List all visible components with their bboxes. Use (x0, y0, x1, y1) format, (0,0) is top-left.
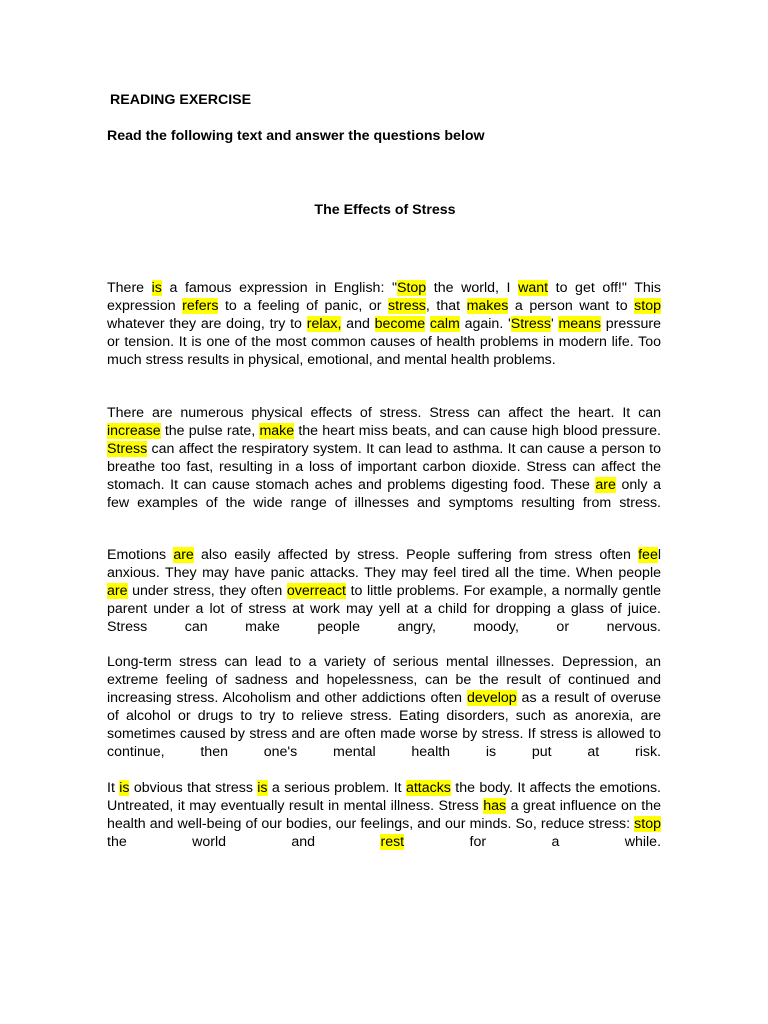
text-segment: a person want to (508, 297, 635, 314)
text-segment: whatever they are doing, try to (107, 315, 307, 332)
text-segment: can affect the respiratory system. It can lead to asthma. It can cause a person to breathe too fast, resulting in a loss of important carbon dioxide. Stress can affect the stomach. It can cause stomach aches and problems digesting food. These (107, 440, 661, 493)
text-segment: and (341, 315, 375, 332)
highlighted-word: is (119, 780, 130, 796)
text-segment: also easily affected by stress. People suffering from stress often (193, 547, 639, 563)
text-segment: obvious that stress (129, 780, 258, 796)
highlighted-word: Stress (107, 440, 148, 457)
paragraph-3 (107, 547, 661, 637)
text-segment: It (107, 780, 120, 796)
highlighted-word: increase (107, 422, 161, 439)
text-segment: l anxious. They may have panic attacks. They may feel tired all the time. When people (107, 547, 661, 581)
highlighted-word: is (257, 780, 268, 796)
exercise-heading: READING EXERCISE (110, 92, 252, 108)
text-segment: only a few examples of the wide range of illnesses and symptoms resulting from stress. (107, 476, 661, 511)
instruction-text: Read the following text and answer the questions below (107, 128, 485, 144)
highlighted-word: become (374, 315, 426, 332)
highlighted-word: makes (466, 297, 509, 314)
text-segment: the heart miss beats, and can cause high blood pressure. (294, 422, 661, 439)
paragraph-5 (107, 780, 661, 852)
text-segment: Long-term stress can lead to a variety of serious mental illnesses. Depression, an extreme feeling of sadness and hopelessness, can be the result of continued and increasing stress. Alcoholism and other addictions often (107, 654, 661, 706)
highlighted-word: overreact (286, 582, 346, 599)
highlighted-word: rest (380, 833, 405, 850)
text-segment: a serious problem. It (267, 780, 406, 796)
text-segment: pressure or tension. It is one of the most common causes of health problems in modern life. Too much stress results in physical, emotional, and mental health problems. (107, 315, 661, 368)
text-segment: There (107, 280, 152, 296)
highlighted-word: is (151, 280, 162, 296)
highlighted-word: refers (182, 297, 219, 314)
text-segment: the pulse rate, (160, 422, 260, 439)
highlighted-word: means (558, 315, 602, 332)
highlighted-word: stress (388, 297, 426, 314)
paragraph-4 (107, 654, 661, 761)
text-segment: the body. It affects the emotions. Untreated, it may eventually result in mental illness. Stress (107, 780, 661, 814)
paragraph-1 (107, 280, 661, 370)
highlighted-word: Stress (510, 315, 551, 332)
text-segment: to little problems. For example, a normally gentle parent under a lot of stress at work may yell at a child for dropping a glass of juice. Stress can make people angry, moody, or nervous. (107, 582, 661, 635)
text-segment: ' (550, 315, 559, 332)
text-segment: for a while. (404, 833, 662, 850)
highlighted-word: make (259, 422, 295, 439)
highlighted-word: has (483, 797, 507, 814)
text-segment: under stress, they often (127, 582, 287, 599)
text-title: The Effects of Stress (314, 202, 456, 218)
highlighted-word: fee (638, 547, 658, 563)
highlighted-word: stop (634, 815, 661, 832)
text-segment: the world, I (426, 280, 519, 296)
text-segment: as a result of overuse of alcohol or drugs to try to relieve stress. Eating disorders, such as anorexia, are sometimes caused by stress and are often made worse by stress. If stress is allowed to continue, then one's mental health is put at risk. (107, 689, 661, 760)
text-segment: the world and (107, 833, 381, 850)
text-segment: a great influence on the health and well-being of our bodies, our feelings, and our minds. So, reduce stress: (107, 797, 661, 832)
text-segment: to a feeling of panic, or (218, 297, 389, 314)
highlighted-word: Stop (397, 280, 427, 296)
text-segment: a famous expression in English: " (161, 280, 398, 296)
paragraph-2 (107, 405, 661, 512)
highlighted-word: are (595, 476, 616, 493)
highlighted-word: are (173, 547, 194, 563)
highlighted-word: are (107, 582, 128, 599)
text-segment: There are numerous physical effects of stress. Stress can affect the heart. It can (107, 405, 661, 421)
highlighted-word: want (518, 280, 549, 296)
text-segment: to get off!" This expression (107, 280, 661, 314)
highlighted-word: attacks (405, 780, 451, 796)
highlighted-word: calm (429, 315, 460, 332)
text-segment: , that (425, 297, 467, 314)
text-segment: Emotions (107, 547, 174, 563)
highlighted-word: stop (634, 297, 661, 314)
highlighted-word: develop (466, 689, 517, 706)
text-segment: again. ' (459, 315, 511, 332)
highlighted-word: relax, (306, 315, 342, 332)
